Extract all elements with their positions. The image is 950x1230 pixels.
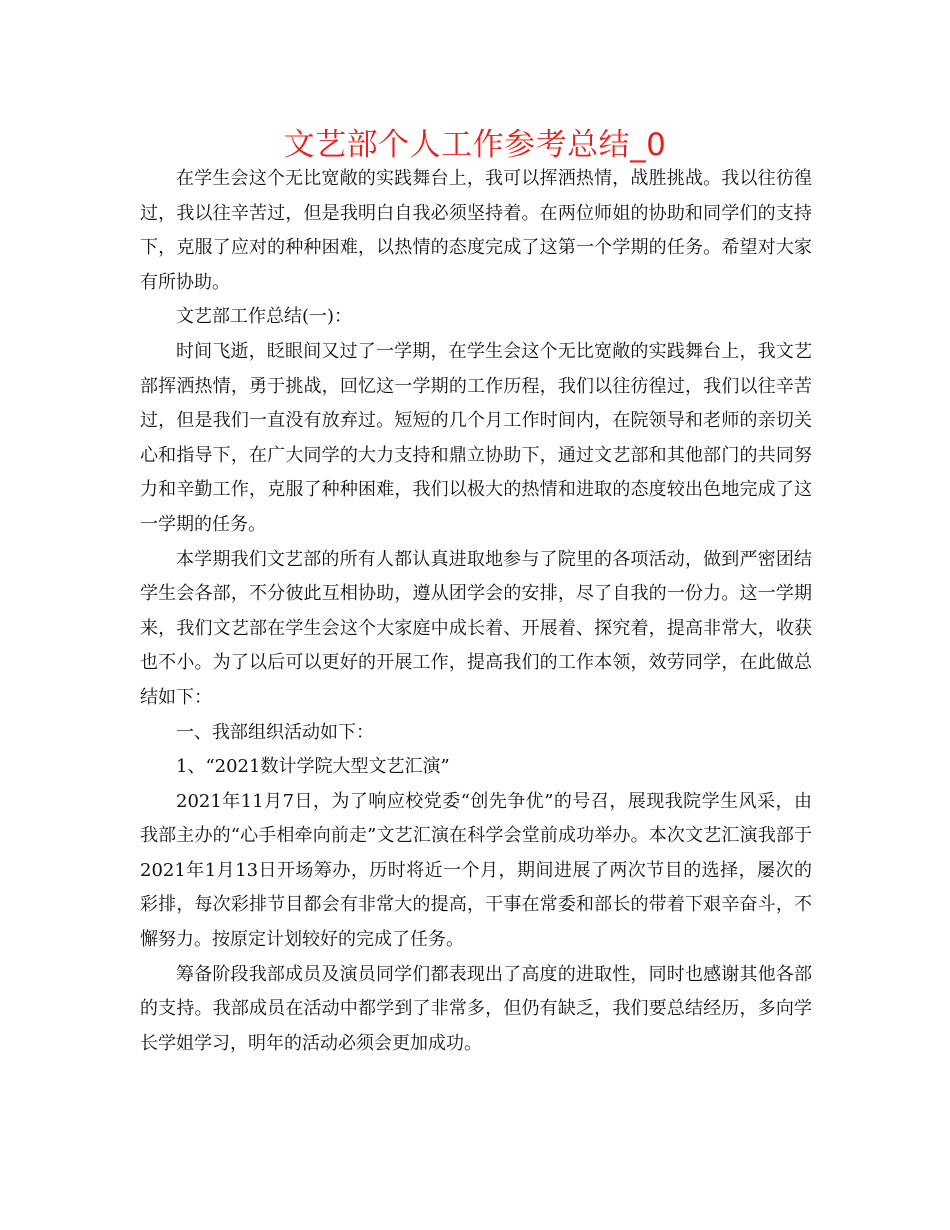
section-heading-summary-one: 文艺部工作总结(一)： [176,306,353,328]
activity-item-title: 1、“2021数计学院大型文艺汇演” [176,756,450,778]
document-body [140,162,812,1061]
intro-paragraph: 在学生会这个无比宽敞的实践舞台上，我可以挥洒热情，战胜挑战。我以往彷徨过，我以往辛苦过，但是我明白自我必须坚持着。在两位师姐的协助和同学们的支持下，克服了应对的种种困难，以热情的态度完成了这第一个学期的任务。希望对大家有所协助。 [140,168,812,293]
document-title: 文艺部个人工作参考总结_0 [283,127,667,163]
activities-heading: 一、我部组织活动如下： [176,721,374,743]
participation-paragraph: 本学期我们文艺部的所有人都认真进取地参与了院里的各项活动，做到严密团结学生会各部，不分彼此互相协助，遵从团学会的安排，尽了自我的一份力。这一学期来，我们文艺部在学生会这个大家庭中成长着、开展着、探究着，提高非常大，收获也不小。为了以后可以更好的开展工作，提高我们的工作本领，效劳同学，在此做总结如下： [140,548,812,708]
preparation-paragraph: 筹备阶段我部成员及演员同学们都表现出了高度的进取性，同时也感谢其他各部的支持。我部成员在活动中都学到了非常多，但仍有缺乏，我们要总结经历，多向学长学姐学习，明年的活动必须会更加成功。 [140,963,812,1054]
performance-event-paragraph: 2021年11月7日，为了响应校党委“创先争优”的号召，展现我院学生风采，由我部主办的“心手相牵向前走”文艺汇演在科学会堂前成功举办。本次文艺汇演我部于2021年1月13日开场筹办，历时将近一个月，期间进展了两次节目的选择，屡次的彩排，每次彩排节目都会有非常大的提高，干事在常委和部长的带着下艰辛奋斗，不懈努力。按原定计划较好的完成了任务。 [140,790,812,951]
semester-review-paragraph: 时间飞逝，眨眼间又过了一学期，在学生会这个无比宽敞的实践舞台上，我文艺部挥洒热情，勇于挑战，回忆这一学期的工作历程，我们以往彷徨过，我们以往辛苦过，但是我们一直没有放弃过。短短的几个月工作时间内，在院领导和老师的亲切关心和指导下，在广大同学的大力支持和鼎立协助下，通过文艺部和其他部门的共同努力和辛勤工作，克服了种种困难，我们以极大的热情和进取的态度较出色地完成了这一学期的任务。 [140,340,812,535]
